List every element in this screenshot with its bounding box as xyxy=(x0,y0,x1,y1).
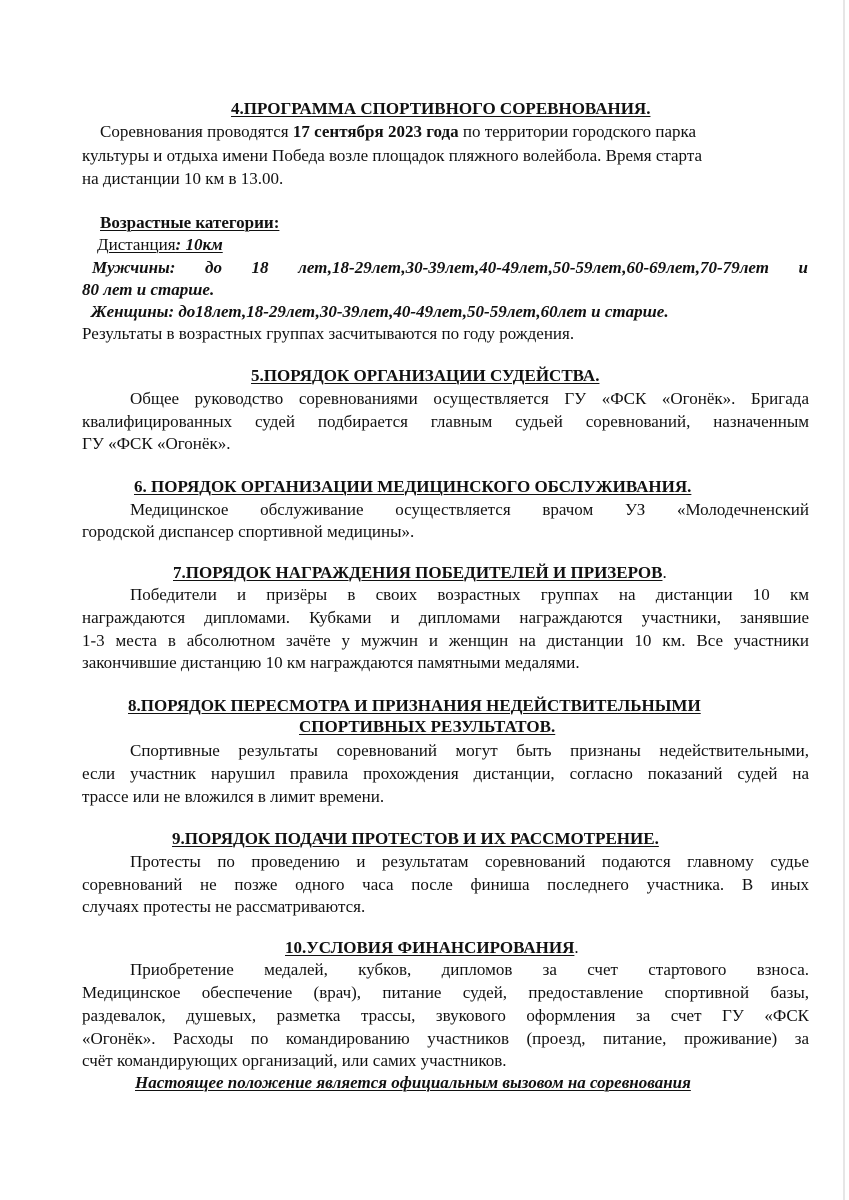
section-5-line-1: Общее руководство соревнованиями осуществляется ГУ «ФСК «Огонёк». Бригада xyxy=(130,389,809,408)
section-7-line-3: 1-3 места в абсолютном зачёте у мужчин и женщин на дистанции 10 км. Все участники xyxy=(82,631,809,650)
section-8-line-3: трассе или не вложился в лимит времени. xyxy=(82,787,385,806)
men-categories-line-2: 80 лет и старше. xyxy=(82,280,215,299)
section-8-line-1: Спортивные результаты соревнований могут быть признаны недействительными, xyxy=(130,741,809,760)
section-9-line-1: Протесты по проведению и результатам соревнований подаются главному судье xyxy=(130,852,809,871)
results-note: Результаты в возрастных группах засчитываются по году рождения. xyxy=(82,324,575,343)
paragraph-text: Соревнования проводятся xyxy=(100,122,293,141)
section-10-line-3: раздевалок, душевых, разметка трассы, звукового оформления за счет ГУ «ФСК xyxy=(82,1006,809,1025)
section-5-line-3: ГУ «ФСК «Огонёк». xyxy=(82,434,231,453)
women-categories: Женщины: до18лет,18-29лет,30-39лет,40-49лет,50-59лет,60лет и старше. xyxy=(91,302,669,321)
distance-line xyxy=(97,234,223,256)
section-7-heading: 7.ПОРЯДОК НАГРАЖДЕНИЯ ПОБЕДИТЕЛЕЙ И ПРИЗЕРОВ xyxy=(173,563,663,582)
closing-statement: Настоящее положение является официальным вызовом на соревнования xyxy=(135,1073,691,1092)
paragraph-text: по территории городского парка xyxy=(458,122,697,141)
section-6-line-2: городской диспансер спортивной медицины». xyxy=(82,522,415,541)
page-edge-shadow xyxy=(843,0,845,1200)
section-7-line-1: Победители и призёры в своих возрастных группах на дистанции 10 км xyxy=(130,585,809,604)
section-8-heading-line-1: 8.ПОРЯДОК ПЕРЕСМОТРА И ПРИЗНАНИЯ НЕДЕЙСТВИТЕЛЬНЫМИ xyxy=(128,696,701,715)
section-6-heading: 6. ПОРЯДОК ОРГАНИЗАЦИИ МЕДИЦИНСКОГО ОБСЛУЖИВАНИЯ. xyxy=(134,477,692,496)
event-date: 17 сентября 2023 года xyxy=(292,122,459,141)
section-4-heading: 4.ПРОГРАММА СПОРТИВНОГО СОРЕВНОВАНИЯ. xyxy=(231,99,651,118)
section-9-line-3: случаях протесты не рассматриваются. xyxy=(82,897,366,916)
section-10-line-4: «Огонёк». Расходы по командированию участников (проезд, питание, проживание) за xyxy=(82,1029,809,1048)
men-categories-line-1: Мужчины: до 18 лет,18-29лет,30-39лет,40-49лет,50-59лет,60-69лет,70-79лет и xyxy=(92,258,808,277)
section-9-heading: 9.ПОРЯДОК ПОДАЧИ ПРОТЕСТОВ И ИХ РАССМОТРЕНИЕ. xyxy=(172,829,659,848)
section-4-paragraph-line-3: на дистанции 10 км в 13.00. xyxy=(82,169,284,188)
age-categories-heading: Возрастные категории: xyxy=(100,213,280,232)
section-5-heading: 5.ПОРЯДОК ОРГАНИЗАЦИИ СУДЕЙСТВА. xyxy=(251,366,600,385)
section-8-line-2: если участник нарушил правила прохождения дистанции, согласно показаний судей на xyxy=(82,764,809,783)
distance-value: : 10км xyxy=(175,235,223,254)
section-7-heading-line xyxy=(173,562,667,584)
heading-period: . xyxy=(574,938,579,957)
section-10-heading: 10.УСЛОВИЯ ФИНАНСИРОВАНИЯ xyxy=(285,938,575,957)
section-10-line-1: Приобретение медалей, кубков, дипломов за счет стартового взноса. xyxy=(130,960,809,979)
section-10-heading-line xyxy=(285,937,579,959)
section-8-heading-line-2: СПОРТИВНЫХ РЕЗУЛЬТАТОВ. xyxy=(299,717,556,736)
section-4-paragraph-line-1 xyxy=(100,121,696,143)
section-9-line-2: соревнований не позже одного часа после финиша последнего участника. В иных xyxy=(82,875,809,894)
section-5-line-2: квалифицированных судей подбирается главным судьей соревнований, назначенным xyxy=(82,412,809,431)
section-10-line-2: Медицинское обеспечение (врач), питание судей, предоставление спортивной базы, xyxy=(82,983,809,1002)
section-6-line-1: Медицинское обслуживание осуществляется врачом УЗ «Молодечненский xyxy=(130,500,809,519)
section-4-paragraph-line-2: культуры и отдыха имени Победа возле площадок пляжного волейбола. Время старта xyxy=(82,146,703,165)
heading-period: . xyxy=(662,563,667,582)
section-10-line-5: счёт командирующих организаций, или самих участников. xyxy=(82,1051,507,1070)
section-7-line-4: закончившие дистанцию 10 км награждаются памятными медалями. xyxy=(82,653,580,672)
section-7-line-2: награждаются дипломами. Кубками и дипломами награждаются участники, занявшие xyxy=(82,608,809,627)
distance-label: Дистанция xyxy=(97,235,176,254)
